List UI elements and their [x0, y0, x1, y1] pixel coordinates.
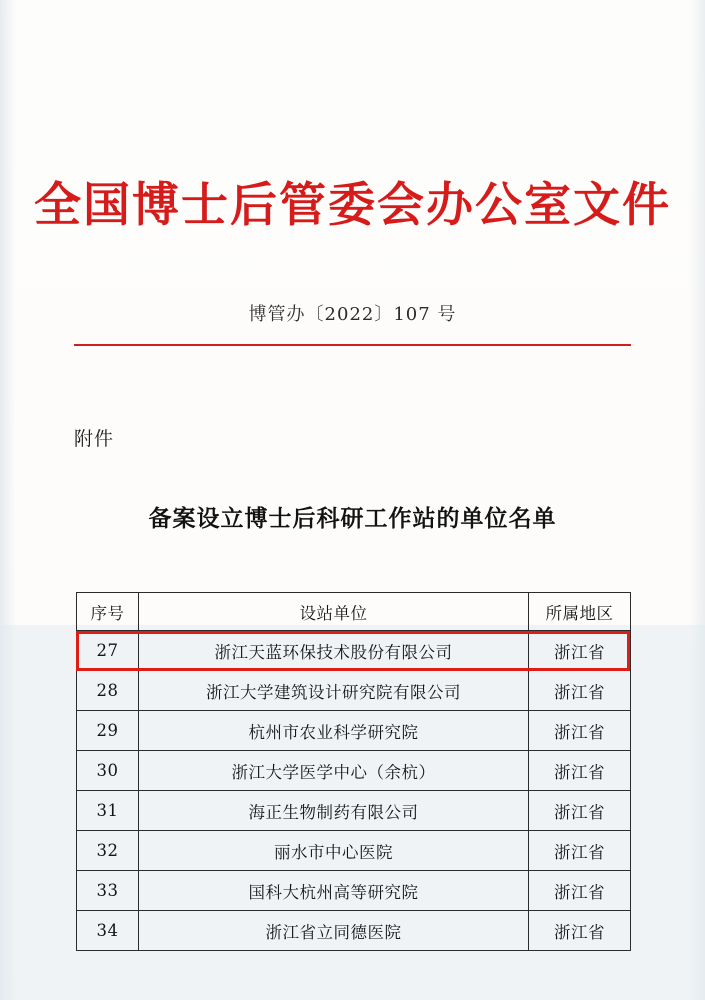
column-header-unit: 设站单位 [139, 593, 529, 631]
table-row [77, 751, 631, 791]
cell-unit: 浙江大学医学中心（余杭） [139, 751, 529, 791]
cell-no: 30 [77, 751, 139, 791]
cell-no: 27 [77, 631, 139, 671]
cell-region: 浙江省 [529, 631, 631, 671]
table-row [77, 631, 631, 671]
cell-region: 浙江省 [529, 751, 631, 791]
cell-no: 33 [77, 871, 139, 911]
attachment-label: 附件 [74, 428, 115, 450]
cell-unit: 浙江天蓝环保技术股份有限公司 [139, 631, 529, 671]
cell-no: 28 [77, 671, 139, 711]
table-row [77, 871, 631, 911]
cell-unit: 国科大杭州高等研究院 [139, 871, 529, 911]
unit-list-table-wrapper [76, 592, 630, 951]
table-row [77, 711, 631, 751]
cell-no: 29 [77, 711, 139, 751]
cell-unit: 丽水市中心医院 [139, 831, 529, 871]
red-divider-rule [74, 344, 631, 346]
cell-region: 浙江省 [529, 711, 631, 751]
table-header-row [77, 593, 631, 631]
document-masthead: 全国博士后管委会办公室文件 [34, 178, 671, 233]
table-row [77, 671, 631, 711]
cell-unit: 杭州市农业科学研究院 [139, 711, 529, 751]
cell-no: 34 [77, 911, 139, 951]
cell-unit: 浙江省立同德医院 [139, 911, 529, 951]
table-row [77, 791, 631, 831]
document-number: 博管办〔2022〕107 号 [248, 304, 457, 325]
table-row [77, 831, 631, 871]
column-header-no: 序号 [77, 593, 139, 631]
cell-region: 浙江省 [529, 871, 631, 911]
page-title: 备案设立博士后科研工作站的单位名单 [148, 505, 557, 532]
cell-unit: 海正生物制药有限公司 [139, 791, 529, 831]
cell-no: 32 [77, 831, 139, 871]
cell-unit: 浙江大学建筑设计研究院有限公司 [139, 671, 529, 711]
unit-list-table [76, 592, 631, 951]
cell-region: 浙江省 [529, 791, 631, 831]
column-header-region: 所属地区 [529, 593, 631, 631]
table-row [77, 911, 631, 951]
cell-region: 浙江省 [529, 831, 631, 871]
cell-region: 浙江省 [529, 671, 631, 711]
cell-no: 31 [77, 791, 139, 831]
cell-region: 浙江省 [529, 911, 631, 951]
